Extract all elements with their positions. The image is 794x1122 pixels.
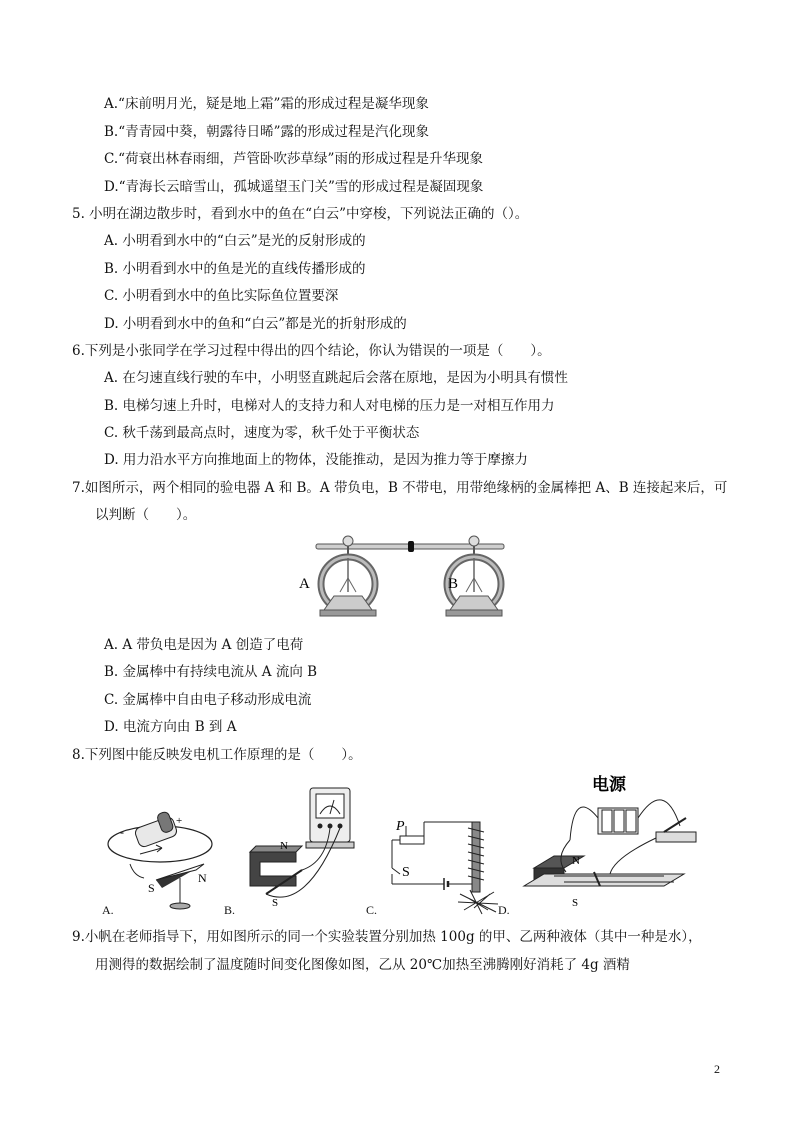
q7-label-a: A	[299, 576, 310, 592]
q7-option-c: C. 金属棒中自由电子移动形成电流	[104, 692, 312, 708]
q8-letter-b: B.	[224, 903, 236, 917]
q6-option-d: D. 用力沿水平方向推地面上的物体，没能推动，是因为推力等于摩擦力	[104, 452, 528, 468]
q7-label-b: B	[448, 576, 459, 592]
q8-letter-a: A.	[102, 903, 114, 917]
q6-option-a: A. 在匀速直线行驶的车中，小明竖直跳起后会落在原地，是因为小明具有惯性	[104, 370, 568, 386]
fig-d-n: N	[572, 855, 580, 867]
q9-stem-line2: 用测得的数据绘制了温度随时间变化图像如图，乙从 20℃加热至沸腾刚好消耗了 4g 酒精	[95, 957, 630, 973]
q5-stem: 5. 小明在湖边散步时，看到水中的鱼在“白云”中穿梭，下列说法正确的（）。	[72, 206, 529, 222]
fig-c-p: P	[396, 819, 405, 834]
q8-letter-c: C.	[366, 903, 378, 917]
q6-option-c: C. 秋千荡到最高点时，速度为零，秋千处于平衡状态	[104, 425, 420, 441]
q4-option-b: B.“青青园中葵，朝露待日晞”露的形成过程是汽化现象	[104, 124, 430, 140]
q4-option-a: A.“床前明月光，疑是地上霜”霜的形成过程是凝华现象	[104, 96, 429, 112]
fig-a-plus: +	[176, 815, 183, 827]
q8-figure-c	[378, 812, 508, 916]
q5-option-a: A. 小明看到水中的“白云”是光的反射形成的	[104, 233, 366, 249]
q8-letter-d: D.	[498, 903, 510, 917]
q7-option-a: A. A 带负电是因为 A 创造了电荷	[104, 637, 304, 653]
q7-electroscope-figure	[290, 530, 530, 622]
q6-stem: 6.下列是小张同学在学习过程中得出的四个结论，你认为错误的一项是（ ）。	[72, 343, 551, 359]
q4-option-c: C.“荷衰出林春雨细，芦管卧吹莎草绿”雨的形成过程是升华现象	[104, 151, 483, 167]
fig-d-power-label: 电源	[592, 775, 626, 794]
fig-d-s: S	[572, 897, 579, 909]
q7-stem-line1: 7.如图所示，两个相同的验电器 A 和 B。A 带负电，B 不带电，用带绝缘柄的金属棒把 A、B 连接起来后，可	[72, 480, 728, 496]
fig-a-s: S	[148, 881, 155, 895]
q4-option-d: D.“青海长云暗雪山，孤城遥望玉门关”雪的形成过程是凝固现象	[104, 179, 484, 195]
q5-option-b: B. 小明看到水中的鱼是光的直线传播形成的	[104, 261, 366, 277]
fig-c-s: S	[402, 865, 410, 880]
fig-b-n: N	[280, 840, 288, 852]
q5-option-d: D. 小明看到水中的鱼和“白云”都是光的折射形成的	[104, 316, 407, 332]
q7-option-b: B. 金属棒中有持续电流从 A 流向 B	[104, 664, 318, 680]
q8-stem: 8.下列图中能反映发电机工作原理的是（ ）。	[72, 747, 362, 763]
q8-figure-d	[514, 768, 714, 914]
q5-option-c: C. 小明看到水中的鱼比实际鱼位置要深	[104, 288, 339, 304]
q8-figure-a	[100, 808, 230, 918]
fig-a-minus: -	[120, 825, 124, 839]
q6-option-b: B. 电梯匀速上升时，电梯对人的支持力和人对电梯的压力是一对相互作用力	[104, 398, 555, 414]
q8-figure-b	[236, 782, 366, 912]
q9-stem-line1: 9.小帆在老师指导下，用如图所示的同一个实验装置分别加热 100g 的甲、乙两种液体（其中一种是水），	[72, 929, 702, 945]
fig-a-n: N	[198, 871, 207, 885]
q7-stem-line2: 以判断（ ）。	[95, 507, 197, 523]
page-number: 2	[714, 1062, 720, 1076]
q7-option-d: D. 电流方向由 B 到 A	[104, 719, 237, 735]
fig-b-s: S	[272, 897, 279, 909]
